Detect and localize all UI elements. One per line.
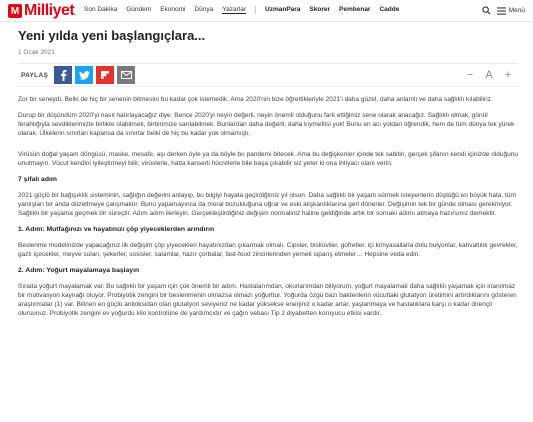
paragraph: Virüsün doğal yaşam döngüsü, maske, mesafe, aşı derken öyle ya da böyle bu pandemi bitecek. Ama bu değişkenler içinde tek sabitin, gerçek şifanın kendi içinizde olduğunu unutmayın. Vücut kendini iyileştirmeyi bilir, virüslerle, hatta kanserli hücrelerle bile başa çıkabilir siz yeter ki ona ihtiyacı olanı verin. bbox=[18, 151, 518, 167]
facebook-icon bbox=[60, 70, 67, 81]
nav-item-uzmanpara[interactable]: UzmanPara bbox=[265, 6, 301, 13]
flipboard-icon bbox=[100, 70, 110, 80]
menu-button[interactable] bbox=[497, 7, 525, 15]
twitter-icon bbox=[79, 71, 90, 80]
section-heading: 7 şifalı adım bbox=[18, 176, 57, 183]
share-label: PAYLAŞ bbox=[21, 71, 49, 79]
article-body bbox=[18, 95, 518, 318]
header-actions bbox=[476, 6, 525, 15]
paragraph: 2021 güçlü bir bağışıklık sisteminin, sağlığın değerini anlayıp, bu bilgiyi hayata geçirdiğimiz yıl olsun. Daha sağlıklı bir yaşam sürmek isteyenlerin düştüğü en büyük hata, tüm yanlışları bir anda düzeltmeye çalışmaktır. Bunu yapamayınca da moral bozukluğuna uğrar ve eski alışkanlıklarına geri dönerler. Değişimin tek bir günde olması gerekmiyor. Sağlıklı bir yaşama geçmek bir süreçtir. Adım adım ilerleyin. Gerçekleştirdiğiniz değişim normaliniz haline geldiğinde artık bir sonraki adımı atmaya hazırsınız demektir. bbox=[18, 192, 516, 217]
logo-text: Milliyet bbox=[24, 2, 75, 19]
article bbox=[18, 28, 518, 325]
search-icon[interactable] bbox=[482, 6, 491, 15]
nav-item-yazarlar[interactable]: Yazarlar bbox=[222, 6, 247, 13]
font-size-controls bbox=[459, 67, 516, 83]
section-heading: 2. Adım: Yoğurt mayalamaya başlayın bbox=[18, 267, 140, 274]
nav-item-dunya[interactable]: Dünya bbox=[194, 6, 214, 13]
nav-divider bbox=[255, 6, 256, 14]
font-reset-button[interactable]: A bbox=[485, 69, 493, 81]
nav-item-ekonomi[interactable]: Ekonomi bbox=[160, 6, 186, 13]
logo-mark-icon: M bbox=[8, 4, 22, 18]
top-navigation-bar bbox=[0, 0, 533, 22]
email-share-button[interactable] bbox=[117, 66, 135, 84]
facebook-share-button[interactable] bbox=[54, 66, 72, 84]
milliyet-logo[interactable] bbox=[8, 3, 74, 19]
font-increase-button[interactable]: + bbox=[504, 69, 512, 81]
section-heading: 1. Adım: Mutfağınızı ve hayatınızı çöp yiyeceklerden arındırın bbox=[18, 226, 215, 233]
share-bar bbox=[18, 63, 518, 87]
article-date: 1 Ocak 2021 bbox=[18, 49, 55, 56]
paragraph: Durup bir düşündüm 2020'yi nasıl hatırlayacağız diye. Bence 2020'yi neyin değerli, neyin önemli olduğunu fark ettiğimiz sene olarak anacağız. Sağlıklı olmak, gönül ferahlığıyla sevdiklerimizle birlikte olabilmek, birbirimize sarılabilmek. Bunlardan daha değerli; daha kıymetlisi yok! Bunu en acı yoldan öğrendik, hem de tüm dünya tek yürek olarak. Ülkelerin sınırları kapansa da sınırlar belki de hiç bu kadar yok olmamıştı. bbox=[18, 112, 515, 137]
menu-label: Menü bbox=[508, 7, 525, 14]
email-icon bbox=[121, 71, 132, 79]
nav-item-skorer[interactable]: Skorer bbox=[309, 6, 331, 13]
flipboard-share-button[interactable] bbox=[96, 66, 114, 84]
nav-item-gundem[interactable]: Gündem bbox=[126, 6, 152, 13]
main-nav bbox=[84, 6, 408, 14]
nav-item-pembenar[interactable]: Pembenar bbox=[339, 6, 371, 13]
paragraph: Beslenme modelinizde yapacağınız ilk değişim çöp yiyecekleri hayatınızdan çıkarmak olmalı. Cipsler, bisküviler, gofretler, içi kimyasallarla dolu bulyonlar, kahvaltılık gevrekler, gazlı içecekler, meyve suları, şekerler, sosisler, salamlar, hazır çorbalar, fast-food zincirlerinden yemek siparış etmeler… Hepsine veda edin. bbox=[18, 242, 518, 258]
font-decrease-button[interactable]: − bbox=[466, 69, 474, 81]
hamburger-icon bbox=[497, 7, 506, 15]
twitter-share-button[interactable] bbox=[75, 66, 93, 84]
paragraph: Zor bir seneydi. Belki de hiç bir senenin bitmesini bu kadar çok istemedik. Ama 2020'nin bize öğrettikleriyle 2021'i daha güzel, daha anlamlı ve daha sağlıklı kılabiliriz. bbox=[18, 96, 493, 103]
article-title: Yeni yılda yeni başlangıçlara... bbox=[18, 28, 206, 43]
nav-item-son-dakika[interactable]: Son Dakika bbox=[84, 6, 118, 13]
paragraph: Sırada yoğurt mayalamak var. Bu sağlıklı bir yaşam için çok önemli bir adım. Hastalarımdan, okurlarımdan biliyorum, yoğurt mayalamak daha sağlıklı yaşamak için inanılmaz bir motivasyon kaynağı oluyor. Probiyotik zengini bir beslenmenin olmazsa olmazı yoğurttur. Yoğurda özgü bazı bakterilerin vücuttaki glutatyon üretimini artırdıklarını gösteren araştırmalar (1) var. Bilinen en güçlü antioksidan olan glutatyon seviyeniz ne kadar yüksekse enerjiniz o kadar artar, yaşlanmaya ve hastalıklara karşı o kadar dirençli olursunuz. Probiyotik zengini ev yoğurdu kilo kontrolüne de yardımcıdır ve çağın vebası Tip 2 diyabetten koruyucu etkisi vardır. bbox=[18, 283, 517, 317]
nav-item-cadde[interactable]: Cadde bbox=[379, 6, 400, 13]
